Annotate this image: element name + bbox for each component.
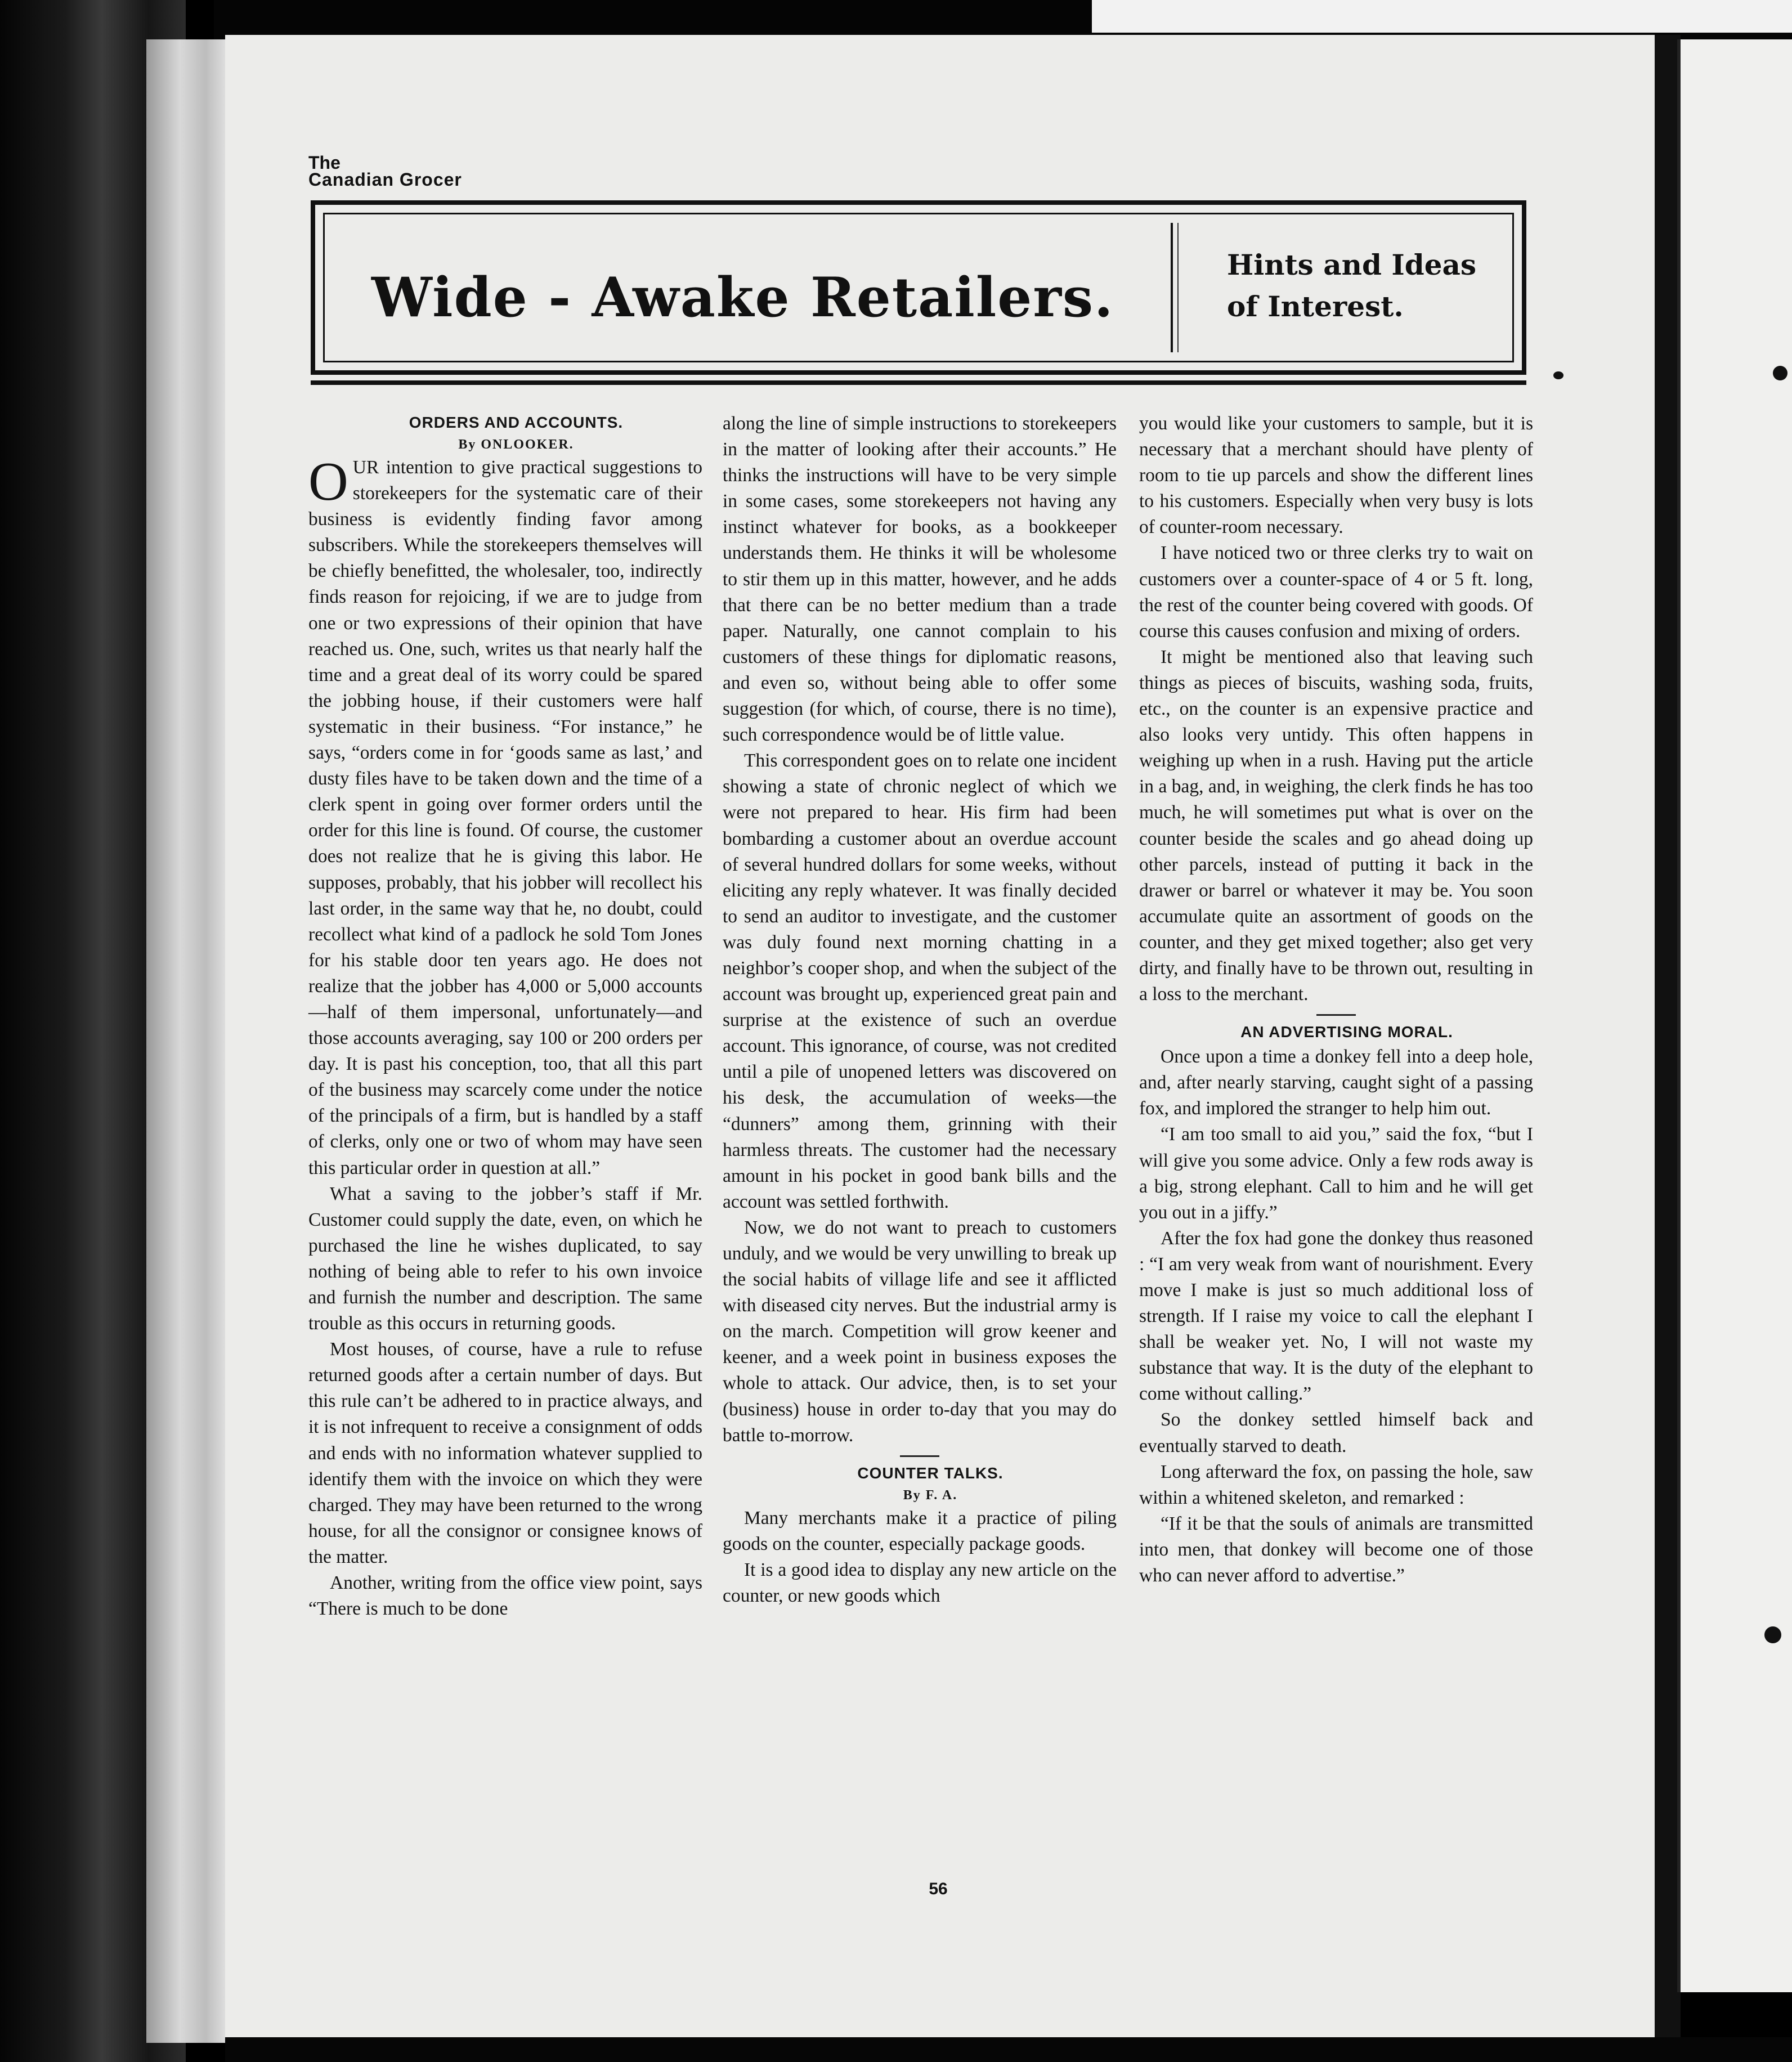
article-paragraph: It might be mentioned also that leaving such things as pieces of biscuits, washing soda, fruits, etc., on the counter is an expensive practice and also looks very untidy. This often happens in weighing up when in a rush. Having put the article in a bag, and, in weighing, the clerk finds he has too much, he will sometimes put what is over on the counter beside the scales and go ahead doing up other parcels, instead of putting it back in the drawer or barrel or whatever it may be. You soon accumulate quite an assortment of goods on the counter, and they get mixed together; also get very dirty, and finally have to be thrown out, resulting in a loss to the merchant.: [1139, 646, 1533, 1005]
banner-divider: [1171, 223, 1173, 352]
section-separator: [1316, 1014, 1356, 1016]
article-paragraph: After the fox had gone the donkey thus reasoned : “I am very weak from want of nourishment. Every move I make is just so much additional loss of strength. If I raise my voice to call the elephant I shall be weaker yet. No, I will not waste my substance that way. It is the duty of the elephant to come without calling.”: [1139, 1227, 1533, 1405]
article-heading: AN ADVERTISING MORAL.: [1240, 1023, 1453, 1041]
masthead-the: The: [308, 153, 341, 173]
article-column-3: [1139, 411, 1533, 1589]
article-heading: ORDERS AND ACCOUNTS.: [409, 414, 624, 431]
page-number: 56: [929, 1880, 948, 1898]
article-paragraph: along the line of simple instructions to storekeepers in the matter of looking after their accounts.” He thinks the instructions will have to be very simple in some cases, some storekeepers not having any instinct whatever for books, as a bookkeeper understands them. He thinks it will be wholesome to stir them up in this matter, however, and he adds that there can be no better medium than a trade paper. Naturally, one cannot complain to his customers of these things for diplomatic reasons, and even so, without being able to offer some suggestion (for which, of course, there is no time), such correspondence would be of little value.: [723, 413, 1117, 746]
scan-top-paper: [1092, 0, 1792, 33]
banner-bottom-rule: [311, 380, 1526, 385]
scan-bottom-border: [225, 2037, 1792, 2062]
article-paragraph: Most houses, of course, have a rule to refuse returned goods after a certain number of days. But this rule can’t be adhered to in practice always, and it is not infrequent to receive a consignment of odds and ends with no information whatever supplied to identify them with the invoice on which they were charged. They may have been returned to the wrong house, for all the consignor or consignee knows of the matter.: [308, 1339, 702, 1567]
article-byline: By ONLOOKER.: [458, 437, 574, 452]
article-paragraph: Many merchants make it a practice of piling goods on the counter, especially package goods.: [723, 1507, 1117, 1554]
article-paragraph: It is a good idea to display any new article on the counter, or new goods which: [723, 1559, 1117, 1607]
section-separator: [900, 1455, 939, 1457]
article-paragraph: What a saving to the jobber’s staff if Mr. Customer could supply the date, even, on which he purchased the line he wishes duplicated, to say nothing of being able to refer to his own invoice and furnish the number and description. The same trouble as this occurs in returning goods.: [308, 1183, 702, 1334]
article-paragraph: This correspondent goes on to relate one incident showing a state of chronic neglect of which we were not prepared to hear. His firm had been bombarding a customer about an overdue account of several hundred dollars for some weeks, without eliciting any reply whatever. It was finally decided to send an auditor to investigate, and the customer was duly found next morning chatting in a neighbor’s cooper shop, and when the subject of the account was brought up, experienced great pain and surprise at the existence of such an overdue account. This ignorance, of course, was not credited until a pile of unopened letters was discovered on his desk, the accumulation of weeks—the “dunners” among them, grinning with their harmless threats. The customer had the necessary amount in his pocket in good bank bills and the account was settled forthwith.: [723, 750, 1117, 1212]
page-edges: [146, 39, 231, 2043]
article-heading: COUNTER TALKS.: [857, 1464, 1003, 1482]
masthead-publication-name: Canadian Grocer: [308, 169, 462, 190]
article-paragraph: Another, writing from the office view point, says “There is much to be done: [308, 1572, 702, 1620]
banner-subtitle-line2: of Interest.: [1227, 290, 1404, 323]
article-paragraph: Long afterward the fox, on passing the hole, saw within a whitened skeleton, and remarked :: [1139, 1461, 1533, 1508]
banner-subtitle-line1: Hints and Ideas: [1227, 248, 1477, 281]
banner-title: Wide - Awake Retailers.: [371, 266, 1114, 329]
banner-divider: [1177, 223, 1179, 352]
article-paragraph: “If it be that the souls of animals are transmitted into men, that donkey will become one of those who can never afford to advertise.”: [1139, 1513, 1533, 1586]
article-column-2: [723, 411, 1117, 1609]
article-paragraph: Once upon a time a donkey fell into a deep hole, and, after nearly starving, caught sight of a passing fox, and implored the stranger to help him out.: [1139, 1046, 1533, 1119]
article-paragraph: you would like your customers to sample, but it is necessary that a merchant should have plenty of room to tie up parcels and show the different lines to his customers. Especially when very busy is lots of counter-room necessary.: [1139, 413, 1533, 538]
scan-speck: [1773, 366, 1787, 380]
article-paragraph: Now, we do not want to preach to customers unduly, and we would be very unwilling to break up the social habits of village life and see it afflicted with diseased city nerves. But the industrial army is on the march. Competition will grow keener and keener, and a week point in business exposes the whole to attack. Our advice, then, is to set your (business) house in order to-day that you may do battle to-morrow.: [723, 1217, 1117, 1446]
scan-speck: [1764, 1626, 1781, 1643]
drop-cap-continuation: UR: [352, 457, 379, 478]
section-banner: [311, 200, 1526, 375]
article-byline: By F. A.: [903, 1487, 958, 1503]
paragraph-text: intention to give practical suggestions to storekeepers for the systematic care of their business is evidently finding favor among subscribers. While the storekeepers themselves will be chiefly benefitted, the wholesaler, too, indirectly finds reason for rejoicing, if we are to judge from one or two expressions of their opinion that have reached us. One, such, writes us that nearly half the time and a great deal of its worry could be spared the jobbing house, if their customers were half systematic in their business. “For instance,” he says, “orders come in for ‘goods same as last,’ and dusty files have to be taken down and the time of a clerk spent in going over former orders until the order for this line is found. Of course, the customer does not realize that he is giving this labor. He supposes, probably, that his jobber will recollect his last order, in the same way that he, no doubt, could recollect what kind of a padlock he sold Tom Jones for his stable door ten years ago. He does not realize that the jobber has 4,000 or 5,000 accounts—half of them impersonal, unfortunately—and those accounts averaging, say 100 or 200 orders per day. It is past his conception, too, that all this part of the business may scarcely come under the notice of the principals of a firm, but is handled by a staff of clerks, only one or two of whom may have seen this particular order in question at all.”: [308, 457, 702, 1178]
banner-subtitle: [1227, 244, 1476, 328]
drop-cap: O: [308, 451, 348, 512]
article-paragraph: [308, 451, 702, 1181]
scan-speck: [1553, 371, 1563, 379]
facing-page-edge: [1677, 39, 1792, 1992]
article-paragraph: “I am too small to aid you,” said the fox, “but I will give you some advice. Only a few rods away is a big, strong elephant. Call to him and he will get you out in a jiffy.”: [1139, 1124, 1533, 1223]
article-paragraph: So the donkey settled himself back and eventually starved to death.: [1139, 1409, 1533, 1456]
article-column-1: [308, 411, 702, 1622]
article-paragraph: I have noticed two or three clerks try to wait on customers over a counter-space of 4 or 5 ft. long, the rest of the counter being covered with goods. Of course this causes confusion and mixing of orders.: [1139, 543, 1533, 642]
